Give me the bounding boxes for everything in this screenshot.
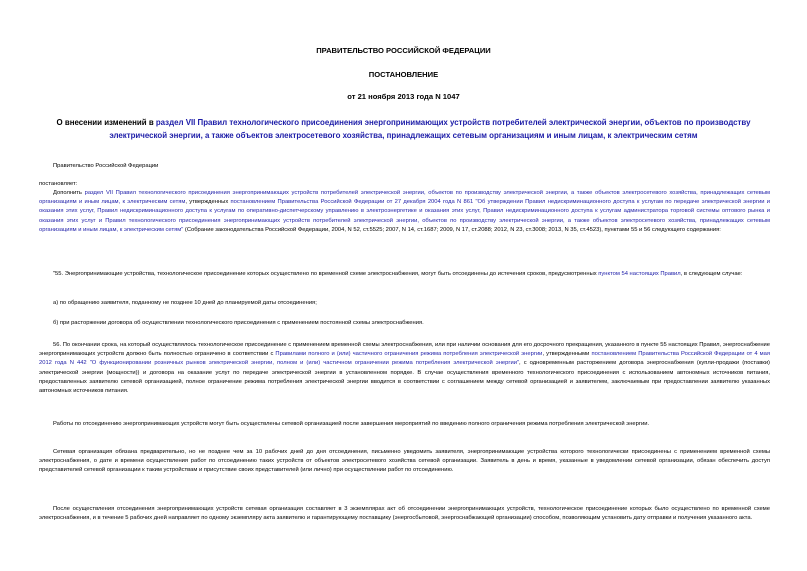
paragraph-55 [39,270,770,279]
paragraph-after: После осуществления отсоединения энергопринимающих устройств сетевая организация составляет в 3 экземплярах акт об отсоединении энергопринимающих устройств, технологическое присоединение которых было осуществлено по временной схеме электроснабжения, и в течение 5 рабочих дней направляет по одному экземпляру акта заявителю и гарантирующему поставщику (энергосбытовой, энергоснабжающей организации) способом, позволяющим установить дату отправки и получения указанного акта. [39,506,770,522]
title-prefix: О внесении изменений в [56,118,156,127]
paragraph-56 [39,341,770,396]
p1-text-c: (Собрание законодательства Российской Федерации, 2004, N 52, ст.5525; 2007, N 14, ст.1687; 2009, N 17, ст.2088; 2012, N 23, ст.3008; 2013, N 35, ст.4523), пунктами 55 и 56 следующего содержания: [183,226,721,233]
p56-text-b: , утвержденными [542,351,592,358]
paragraph-a: а) по обращению заявителя, поданному не позднее 10 дней до планируемой даты отсоединения; [53,300,317,306]
p56-link-rules-restriction[interactable]: Правилами полного и (или) частичного ограничения режима потребления электрической энергии [275,351,543,358]
p1-link-rules[interactable]: раздел VII Правил технологического присоединения энергопринимающих устройств потребителей электрической энергии, объектов по производству электрической энергии, а также объектов электросетевого хозяйства, принадлежащих сетевым организациям и иным лицам, к электрическим сетям [39,190,770,206]
decree-word: постановляет: [39,181,78,187]
date-number-heading: от 21 ноября 2013 года N 1047 [347,92,460,101]
p55-text-b: , в следующем случае: [680,271,743,277]
p1-link-resolution-861[interactable]: постановлением Правительства Российской Федерации от 27 декабря 2004 года N 861 "Об утверждении Правил недискриминационного доступа к услугам по передаче электрической энергии и оказания этих услуг, Правил недискриминационного доступа к услугам по оперативно-диспетчерскому управлению в электроэнергетике и оказания этих услуг, Правил недискриминационного доступа к услугам администратора торговой системы оптового рынка и оказания этих услуг и Правил технологического присоединения энергопринимающих устройств потребителей электрической энергии, объектов по производству электрической энергии, а также объектов электросетевого хозяйства, принадлежащих сетевым организациям и иным лицам, к электрическим сетям" [39,199,771,233]
p56-text-a: 56. По окончании срока, на который осуществлялось технологическое присоединение с применением временной схемы электроснабжения, или при наличии основания для его досрочного прекращения, указанного в пункте 55 настоящих Правил, энергоснабжение энергопринимающих устройств должно быть полностью ограничено в соответствии с [39,342,770,358]
doc-type-heading: ПОСТАНОВЛЕНИЕ [368,70,439,79]
p55-text-a: "55. Энергопринимающие устройства, технологическое присоединение которых осуществлено по временной схеме электроснабжения, могут быть отсоединены до истечения сроков, предусмотренных [53,271,599,277]
paragraph-notify: Сетевая организация обязана предварительно, но не позднее чем за 10 рабочих дней до дня отсоединения, письменно уведомить заявителя, энергопринимающие устройства которого технологически присоединены с применением временной схемы электроснабжения, о дате и времени осуществления работ по отсоединению таких устройств от объектов электросетевого хозяйства сетевой организации. Заявитель в день и время, указанные в уведомлении сетевой организации, обязан обеспечить доступ представителей сетевой организации к таким устройствам и присутствие своих представителей (или лично) при осуществлении работ по отсоединению. [39,449,770,474]
paragraph-b: б) при расторжении договора об осуществлении технологического присоединения с применением постоянной схемы электроснабжения. [53,320,424,326]
paragraph-works: Работы по отсоединению энергопринимающих устройств могут быть осуществлены сетевой организацией после завершения мероприятий по введению полного ограничения режима потребления электрической энергии. [53,421,650,427]
government-line: Правительство Российской Федерации [53,163,159,169]
p56-text-c: , с одновременным расторжением договора энергоснабжения (купли-продажи (поставки) электрической энергии (мощности)) и договора на оказание услуг по передаче электрической энергии в установленном порядке. В случае осуществления временного технологического присоединения с использованием автономных источников питания, предоставленных заявителю сетевой организацией, полное ограничение режима потребления электрической энергии вводится в соответствии с соглашением между сетевой организацией и заявителем, заключаемым при предоставлении заявителю указанных автономных источников питания. [39,360,770,395]
title-link[interactable]: раздел VII Правил технологического присоединения энергопринимающих устройств потребителей электрической энергии, объектов по производству электрической энергии, а также объектов электросетевого хозяйства, принадлежащих сетевым организациям и иным лицам, к электрическим сетям [109,118,751,140]
p56-link-resolution-442[interactable]: постановлением Правительства Российской Федерации от 4 мая 2012 года N 442 "О функционировании розничных рынков электрической энергии, полном и (или) частичном ограничении режима потребления электрической энергии" [39,351,771,367]
paragraph-amend [39,189,770,235]
p55-link-point-54[interactable]: пунктом 54 настоящих Правил [598,271,681,277]
document-title [30,117,777,142]
government-heading: ПРАВИТЕЛЬСТВО РОССИЙСКОЙ ФЕДЕРАЦИИ [316,46,491,55]
p1-text-b: , утвержденных [185,199,231,206]
p1-text-a: Дополнить [53,190,85,196]
